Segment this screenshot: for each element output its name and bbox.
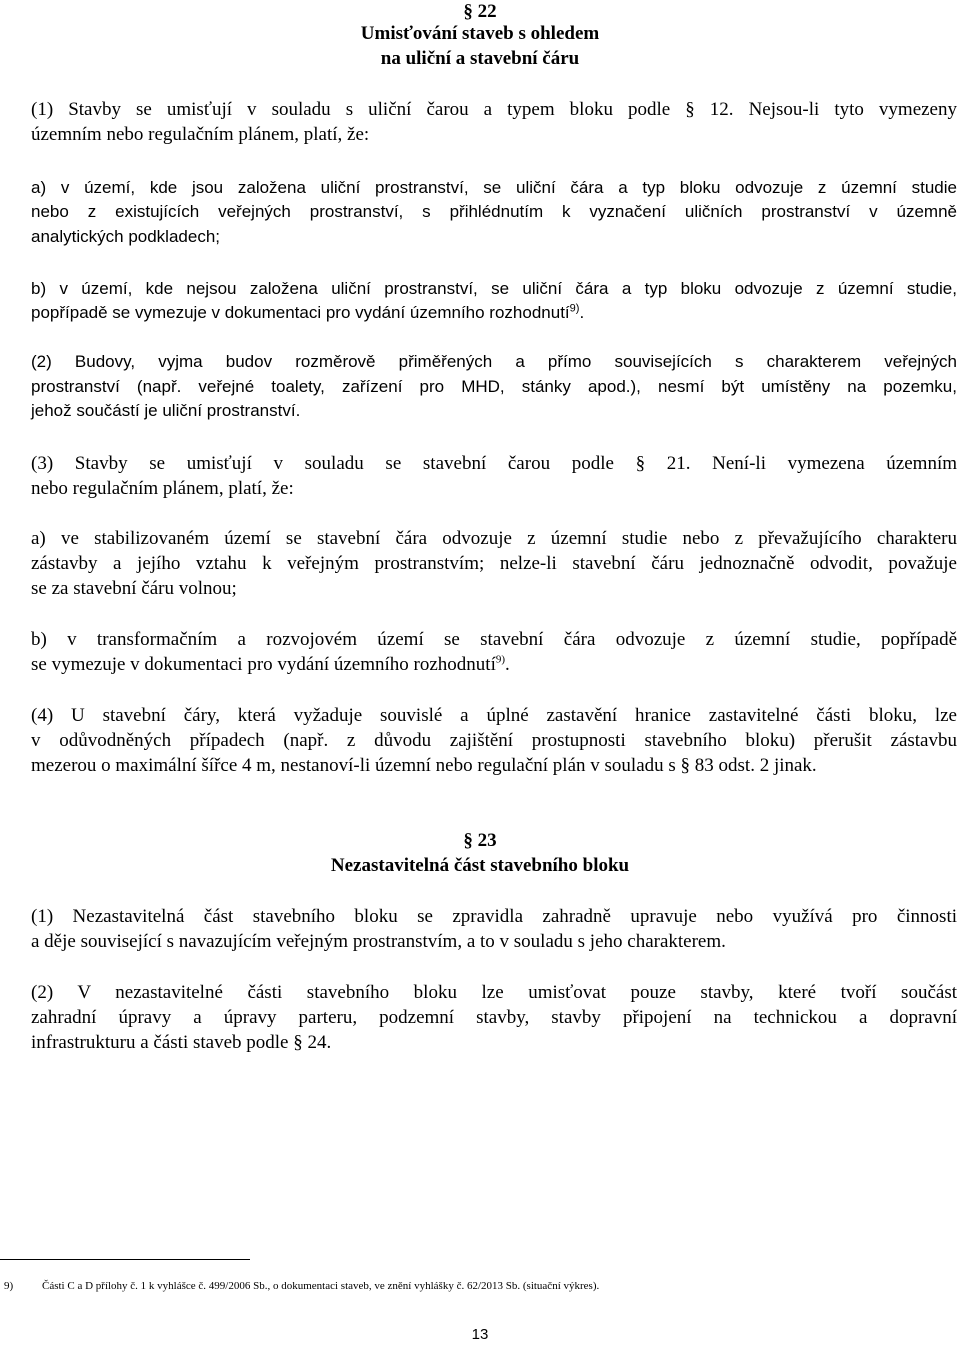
- footnote-ref-9: 9): [495, 653, 506, 666]
- s22-item-a-line3: analytických podkladech;: [31, 227, 221, 246]
- section-22-title-line1: Umisťování staveb s ohledem: [360, 23, 600, 44]
- s22-para1-line1: (1) Stavby se umisťují v souladu s uliční čarou a typem bloku podle § 12. Nejsou-li tyto vymezeny: [31, 99, 957, 120]
- s22-item-b-line1: b) v území, kde nejsou založena uliční prostranství, se uliční čára a typ bloku odvozuje z územní studie,: [31, 279, 957, 298]
- s22-3a-line2: zástavby a jejího vztahu k veřejným prostranstvím; nelze-li stavební čáru jednoznačně odvodit, považuje: [31, 553, 957, 574]
- section-22-number: § 22: [463, 1, 497, 22]
- footnote-ref-9: 9): [569, 302, 580, 315]
- footnote-marker: 9): [4, 1280, 14, 1292]
- section-23-number: § 23: [463, 830, 497, 851]
- s22-para4-line3: mezerou o maximální šířce 4 m, nestanoví-li územní nebo regulační plán v souladu s § 83 odst. 2 jinak.: [31, 755, 817, 776]
- s22-3b-line2: [31, 654, 510, 676]
- s22-item-b-line2-text: popřípadě se vymezuje v dokumentaci pro vydání územního rozhodnutí: [31, 303, 570, 322]
- footnote-separator: [0, 1259, 250, 1260]
- s23-para2-line2: zahradní úpravy a úpravy parteru, podzemní stavby, stavby připojení na technickou a dopravní: [31, 1007, 957, 1028]
- section-23-title: Nezastavitelná část stavebního bloku: [330, 855, 630, 876]
- s22-para3-line2: nebo regulačním plánem, platí, že:: [31, 478, 294, 499]
- s22-3b-line2-text: se vymezuje v dokumentaci pro vydání územního rozhodnutí: [31, 654, 496, 675]
- s23-para2-line3: infrastrukturu a části staveb podle § 24.: [31, 1032, 332, 1053]
- s23-para1-line2: a děje související s navazujícím veřejným prostranstvím, a to v souladu s jeho charakterem.: [31, 931, 726, 952]
- page-number: 13: [471, 1326, 489, 1343]
- s22-para4-line1: (4) U stavební čáry, která vyžaduje souvislé a úplné zastavění hranice zastavitelné části bloku, lze: [31, 705, 957, 726]
- s22-3b-line2-end: .: [505, 654, 510, 675]
- s23-para1-line1: (1) Nezastavitelná část stavebního bloku se zpravidla zahradně upravuje nebo využívá pro činnosti: [31, 906, 957, 927]
- s22-item-b-line2-end: .: [579, 303, 585, 322]
- s22-item-a-line1: a) v území, kde jsou založena uliční prostranství, se uliční čára a typ bloku odvozuje z územní studie: [31, 178, 957, 197]
- s22-para2-line2: prostranství (např. veřejné toalety, zařízení pro MHD, stánky apod.), nesmí být umístěny na pozemku,: [31, 377, 957, 396]
- s22-3b-line1: b) v transformačním a rozvojovém území se stavební čára odvozuje z územní studie, popřípadě: [31, 629, 957, 650]
- s22-para1-line2: územním nebo regulačním plánem, platí, že:: [31, 124, 370, 145]
- s22-para2-line3: jehož součástí je uliční prostranství.: [31, 401, 301, 420]
- s22-para3-line1: (3) Stavby se umisťují v souladu se stavební čarou podle § 21. Není-li vymezena územním: [31, 453, 957, 474]
- s22-item-a-line2: nebo z existujících veřejných prostranství, s přihlédnutím k vyznačení uličních prostranství v územně: [31, 202, 957, 221]
- s23-para2-line1: (2) V nezastavitelné části stavebního bloku lze umisťovat pouze stavby, které tvoří součást: [31, 982, 957, 1003]
- s22-para2-line1: (2) Budovy, vyjma budov rozměrově přiměřených a přímo souvisejících s charakterem veřejných: [31, 352, 957, 371]
- s22-3a-line3: se za stavební čáru volnou;: [31, 578, 237, 599]
- s22-3a-line1: a) ve stabilizovaném území se stavební čára odvozuje z územní studie nebo z převažujícího charakteru: [31, 528, 957, 549]
- section-22-title-line2: na uliční a stavební čáru: [380, 48, 580, 69]
- footnote-text: Části C a D přílohy č. 1 k vyhlášce č. 499/2006 Sb., o dokumentaci staveb, ve znění vyhlášky č. 62/2013 Sb. (situační výkres).: [42, 1280, 600, 1292]
- s22-para4-line2: v odůvodněných případech (např. z důvodu zajištění prostupnosti stavebního bloku) přerušit zástavbu: [31, 730, 957, 751]
- s22-item-b-line2: [31, 302, 584, 324]
